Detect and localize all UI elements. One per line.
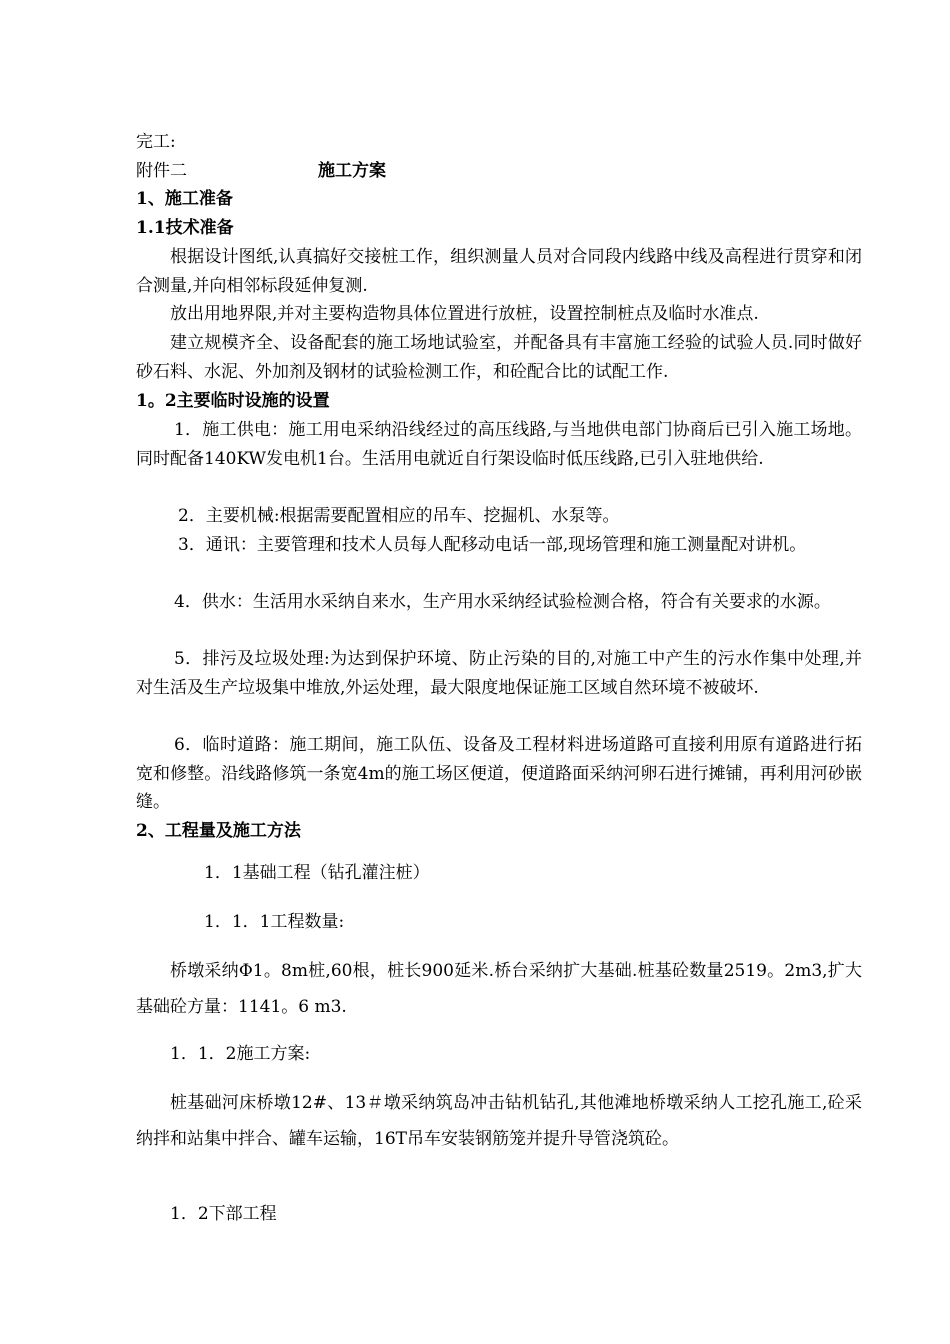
item-machinery: 2．主要机械:根据需要配置相应的吊车、挖掘机、水泵等。 — [178, 506, 620, 526]
paragraph-quantities: 桥墩采纳Φ1。8m桩,60根，桩长900延米.桥台采纳扩大基础.桩基砼数量2519。2m3,扩大基础砼方量：1141。6 m3. — [136, 961, 862, 1017]
heading-2-1: 1．1基础工程（钻孔灌注桩） — [204, 863, 430, 883]
paragraph-pile-plan: 桩基础河床桥墩12#、13＃墩采纳筑岛冲击钻机钻孔,其他滩地桥墩采纳人工挖孔施工,砼采纳拌和站集中拌合、罐车运输，16T吊车安装钢筋笼并提升导管浇筑砼。 — [136, 1093, 862, 1149]
item-roads: 6．临时道路：施工期间，施工队伍、设备及工程材料进场道路可直接利用原有道路进行拓宽和修整。沿线路修筑一条宽4m的施工场区便道，便道路面采纳河卵石进行摊铺，再利用河砂嵌缝。 — [136, 735, 862, 812]
paragraph-lab: 建立规模齐全、设备配套的施工场地试验室，并配备具有丰富施工经验的试验人员.同时做好砂石料、水泥、外加剂及钢材的试验检测工作，和砼配合比的试配工作. — [136, 333, 862, 382]
heading-2: 2、工程量及施工方法 — [136, 821, 301, 841]
paragraph-staking: 放出用地界限,并对主要构造物具体位置进行放桩，设置控制桩点及临时水准点. — [170, 304, 759, 324]
attachment-label: 附件二 — [136, 161, 187, 181]
heading-1-2: 1。2主要临时设施的设置 — [136, 391, 330, 411]
heading-1-1: 1.1技术准备 — [136, 218, 234, 238]
heading-2-2: 1．2下部工程 — [170, 1204, 277, 1224]
item-power: 1．施工供电：施工用电采纳沿线经过的高压线路,与当地供电部门协商后已引入施工场地。同时配备140KW发电机1台。生活用电就近自行架设临时低压线路,已引入驻地供给. — [136, 420, 862, 469]
heading-2-1-2: 1．1．2施工方案: — [170, 1044, 311, 1064]
completion-label: 完工: — [136, 132, 176, 152]
heading-1: 1、施工准备 — [136, 189, 233, 209]
heading-2-1-1: 1．1．1工程数量: — [204, 912, 345, 932]
document-title: 施工方案 — [318, 161, 386, 181]
item-communication: 3．通讯：主要管理和技术人员每人配移动电话一部,现场管理和施工测量配对讲机。 — [178, 535, 807, 555]
item-waste: 5．排污及垃圾处理:为达到保护环境、防止污染的目的,对施工中产生的污水作集中处理,并对生活及生产垃圾集中堆放,外运处理，最大限度地保证施工区域自然环境不被破坏. — [136, 649, 862, 698]
item-water: 4．供水：生活用水采纳自来水，生产用水采纳经试验检测合格，符合有关要求的水源。 — [174, 592, 831, 612]
paragraph-survey: 根据设计图纸,认真搞好交接桩工作，组织测量人员对合同段内线路中线及高程进行贯穿和闭合测量,并向相邻标段延伸复测. — [136, 247, 862, 296]
